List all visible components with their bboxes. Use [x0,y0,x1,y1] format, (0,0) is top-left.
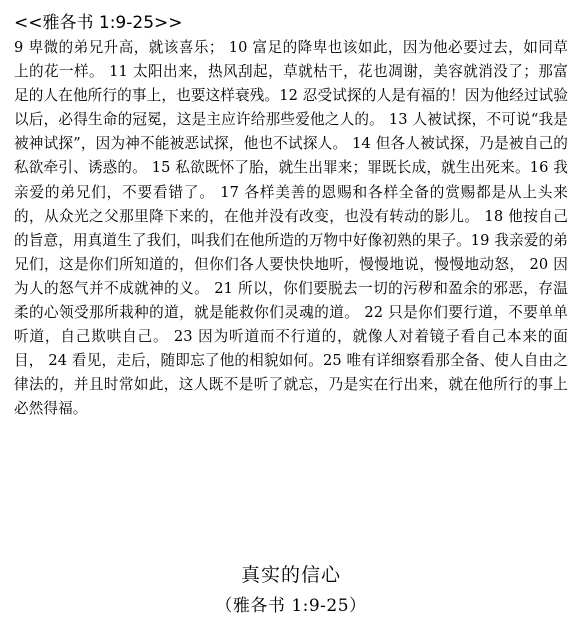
scripture-passage: 9 卑微的弟兄升高，就该喜乐； 10 富足的降卑也该如此，因为他必要过去，如同草上的花一样。 11 太阳出来，热风刮起，草就枯干，花也凋谢，美容就消没了；那富足的人在他所行的事上，也要这样衰残。12 忍受试探的人是有福的！因为他经过试验以后，必得生命的冠冕，这是主应许给那些爱他之人的。 13 人被试探，不可说“我是被神试探”，因为神不能被恶试探，他也不试探人。 14 但各人被试探，乃是被自己的私欲牵引、诱惑的。 15 私欲既怀了胎，就生出罪来；罪既长成，就生出死来。16 我亲爱的弟兄们，不要看错了。 17 各样美善的恩赐和各样全备的赏赐都是从上头来的，从众光之父那里降下来的，在他并没有改变，也没有转动的影儿。 18 他按自己的旨意，用真道生了我们，叫我们在他所造的万物中好像初熟的果子。19 我亲爱的弟兄们，这是你们所知道的，但你们各人要快快地听，慢慢地说，慢慢地动怒， 20 因为人的怒气并不成就神的义。 21 所以，你们要脱去一切的污秽和盈余的邪恶，存温柔的心领受那所栽种的道，就是能救你们灵魂的道。 22 只是你们要行道，不要单单听道，自己欺哄自己。 23 因为听道而不行道的，就像人对着镜子看自己本来的面目， 24 看见，走后，随即忘了他的相貌如何。25 唯有详细察看那全备、使人自由之律法的，并且时常如此，这人既不是听了就忘，乃是实在行出来，就在他所行的事上必然得福。 [14,39,568,418]
document-title: 真实的信心 [240,564,341,586]
document-title-reference: （雅各书 1:9-25） [215,596,367,616]
passage-reference-header: <<雅各书 1:9-25>> [14,13,183,33]
